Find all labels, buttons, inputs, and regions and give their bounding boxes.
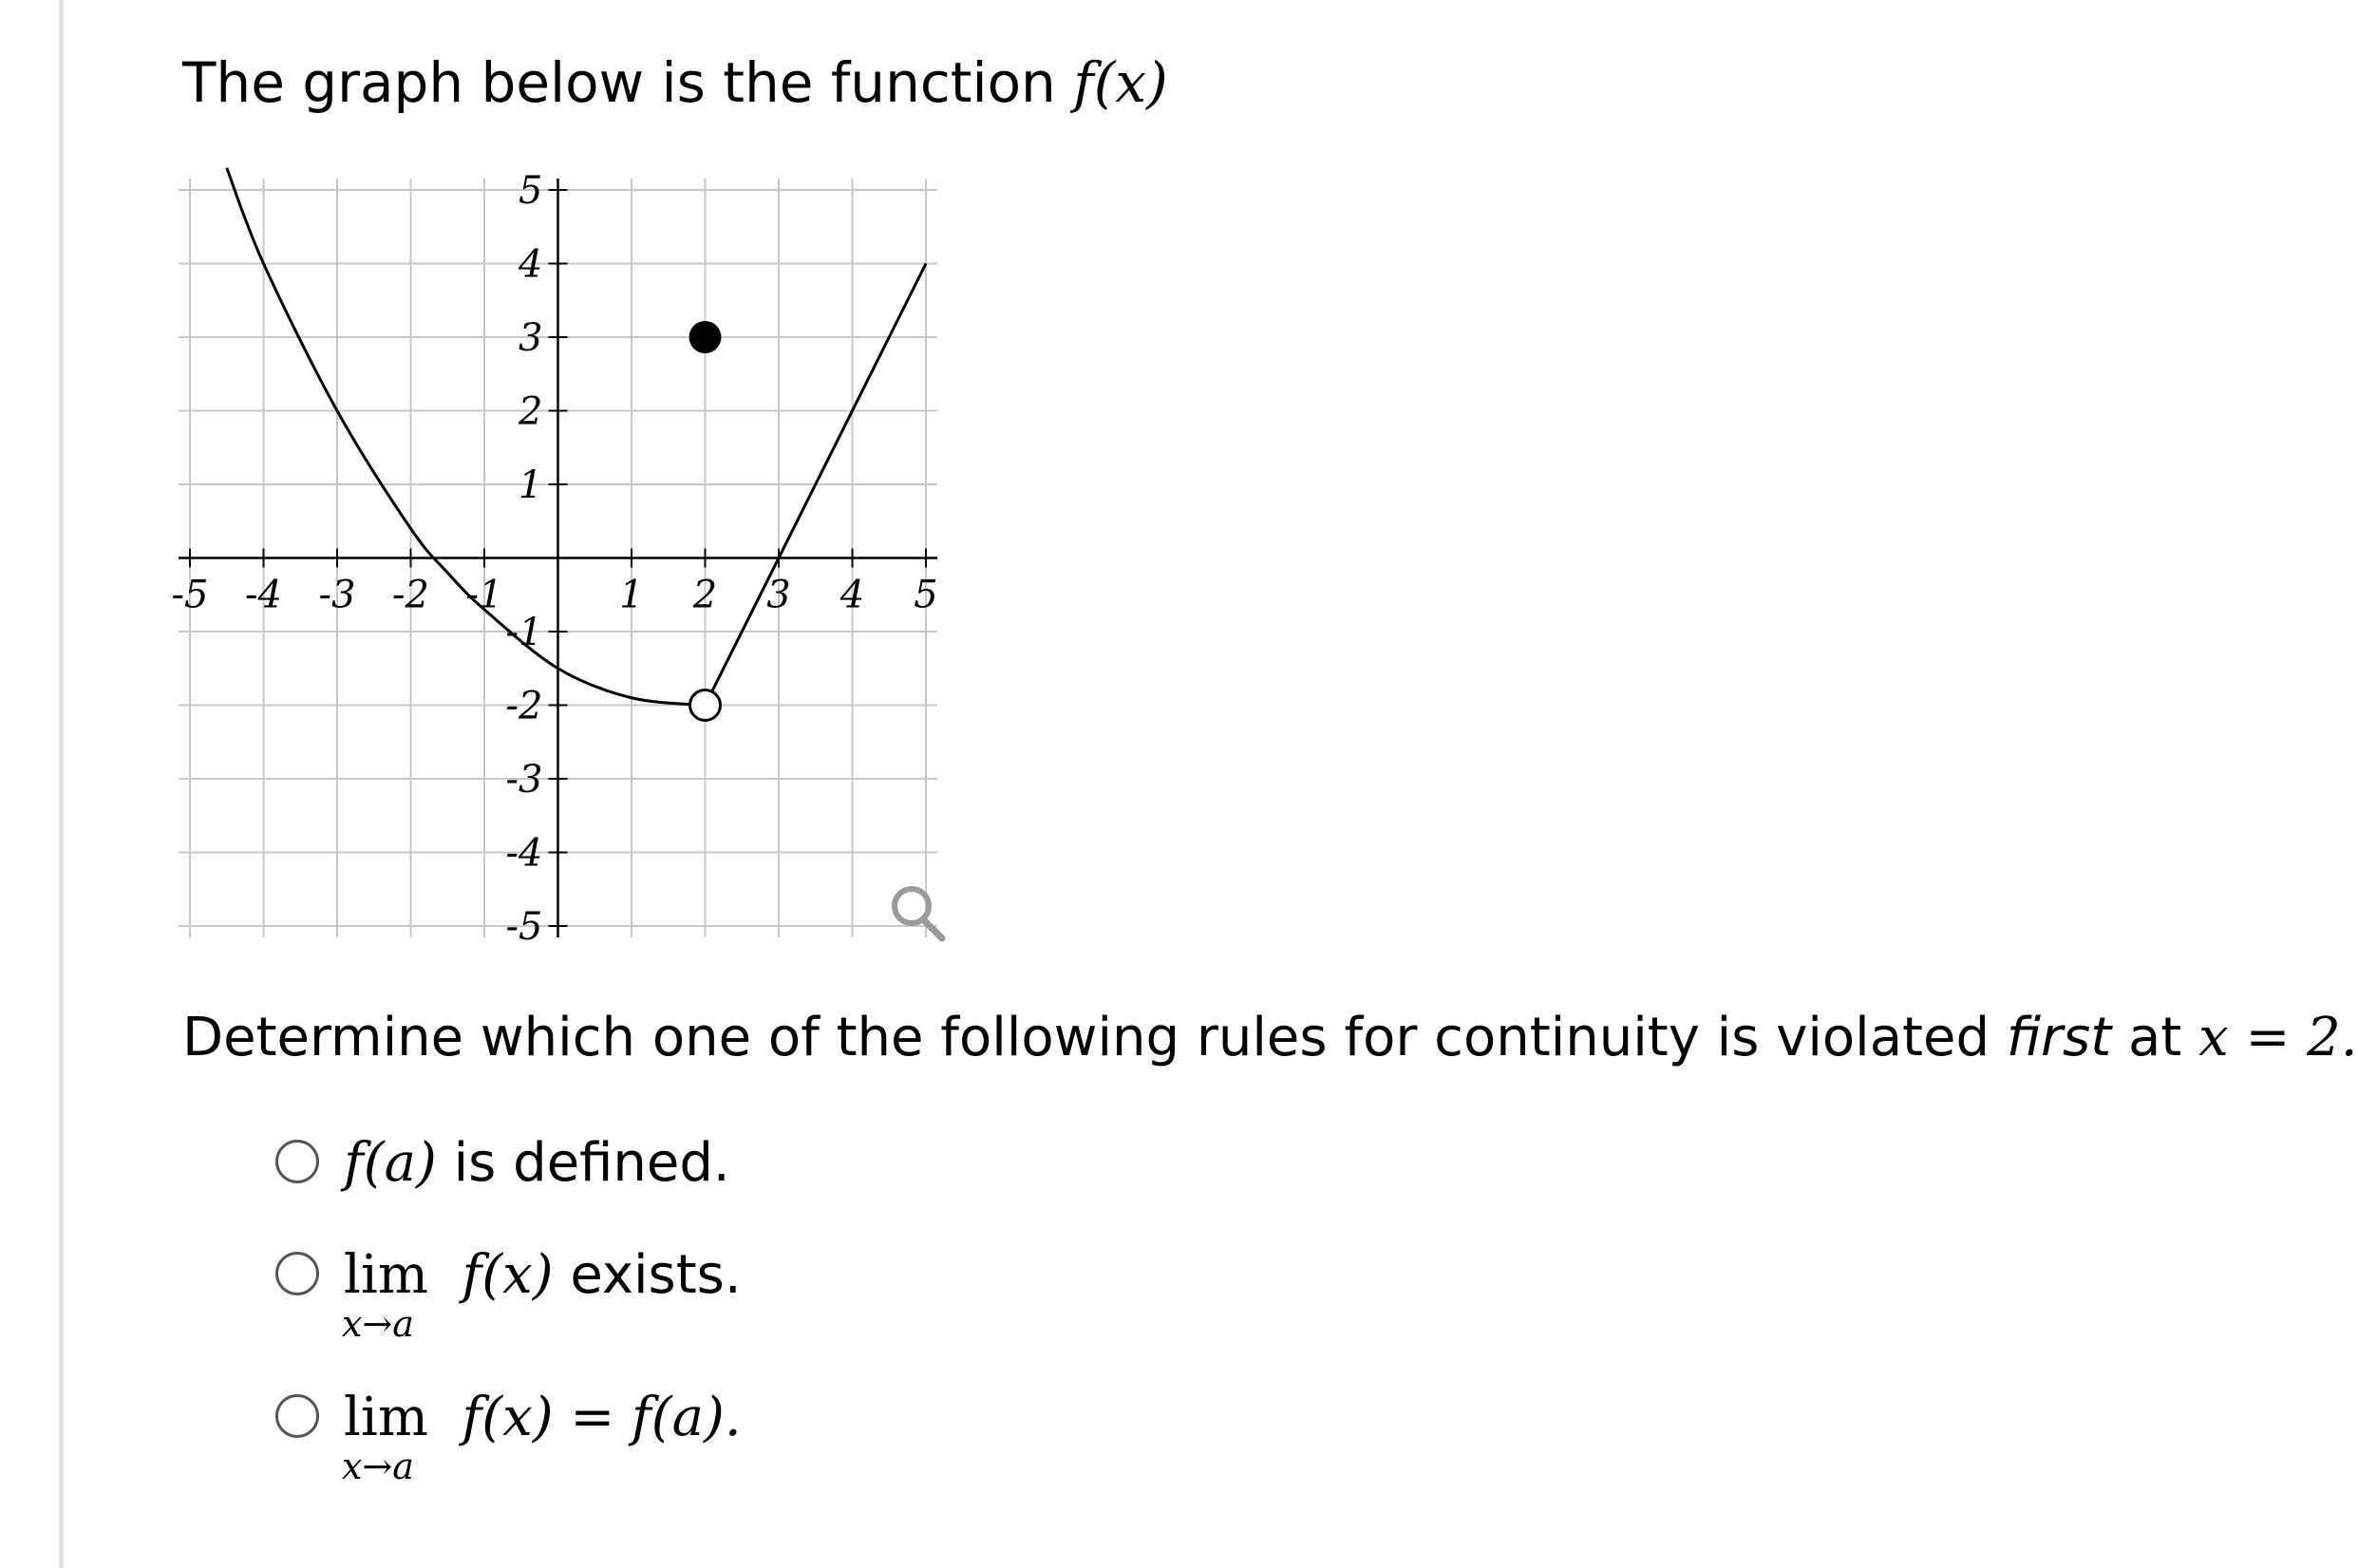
y-tick-label: -5 <box>505 905 543 949</box>
closed-point <box>689 321 722 353</box>
y-tick-label: 2 <box>519 389 543 434</box>
x-tick-label: 4 <box>839 573 865 617</box>
y-tick-label: -1 <box>505 611 543 654</box>
question-at: at <box>2127 1007 2182 1068</box>
x-tick-label: -1 <box>465 573 503 617</box>
option-limit-equals[interactable] <box>275 1368 1130 1487</box>
y-tick-label: -4 <box>505 831 543 876</box>
graph-curves <box>227 168 926 706</box>
y-tick-label: 4 <box>519 242 543 287</box>
limit-subscript: x→a <box>342 1445 414 1487</box>
x-tick-label: -2 <box>392 573 429 617</box>
radio-button[interactable] <box>275 1140 319 1183</box>
y-tick-label: -3 <box>505 758 543 802</box>
option-label <box>342 1242 742 1345</box>
limit-word: lim <box>344 1244 428 1306</box>
limit-word: lim <box>344 1387 428 1448</box>
intro-text <box>182 49 1168 116</box>
function-graph[interactable] <box>171 171 959 959</box>
option-text: is defined. <box>453 1132 730 1194</box>
option-label <box>344 1130 730 1197</box>
limit-subscript: x→a <box>342 1303 414 1345</box>
intro-label: The graph below is the function <box>182 50 1056 115</box>
y-tick-label: 1 <box>519 463 543 507</box>
graph-axes <box>179 179 937 937</box>
limit-operator <box>342 1242 428 1345</box>
y-tick-label: 5 <box>519 169 543 213</box>
y-tick-label: -2 <box>505 684 543 728</box>
radio-button[interactable] <box>275 1252 319 1295</box>
page-left-border <box>59 0 64 1568</box>
option-label <box>342 1385 742 1487</box>
magnifier-icon[interactable] <box>895 889 942 938</box>
radio-button[interactable] <box>275 1394 319 1438</box>
x-tick-label: 3 <box>766 573 791 617</box>
option-text: exists. <box>570 1244 742 1306</box>
option-limit-exists[interactable] <box>275 1225 1130 1345</box>
x-tick-label: -5 <box>171 573 209 617</box>
x-tick-label: -4 <box>245 573 282 617</box>
x-tick-label: 1 <box>619 573 644 617</box>
x-tick-label: -3 <box>318 573 356 617</box>
question-lead: Determine which one of the following rules for continuity is violated <box>182 1007 1990 1068</box>
question-text <box>182 1005 2358 1071</box>
y-tick-label: 3 <box>519 316 543 360</box>
open-point <box>690 690 721 721</box>
x-tick-label: 2 <box>692 573 718 617</box>
x-tick-label: 5 <box>914 573 938 617</box>
option-math: f(x) = f(a). <box>462 1387 742 1448</box>
question-math: x = 2. <box>2198 1007 2358 1068</box>
graph-svg <box>171 171 959 959</box>
option-math: f(x) <box>462 1244 554 1306</box>
function-curve <box>227 168 706 706</box>
question-emphasis: first <box>2006 1007 2112 1068</box>
intro-math: f(x) <box>1073 50 1168 115</box>
limit-operator <box>342 1385 428 1487</box>
option-defined[interactable] <box>275 1113 1130 1227</box>
option-math: f(a) <box>344 1132 437 1194</box>
